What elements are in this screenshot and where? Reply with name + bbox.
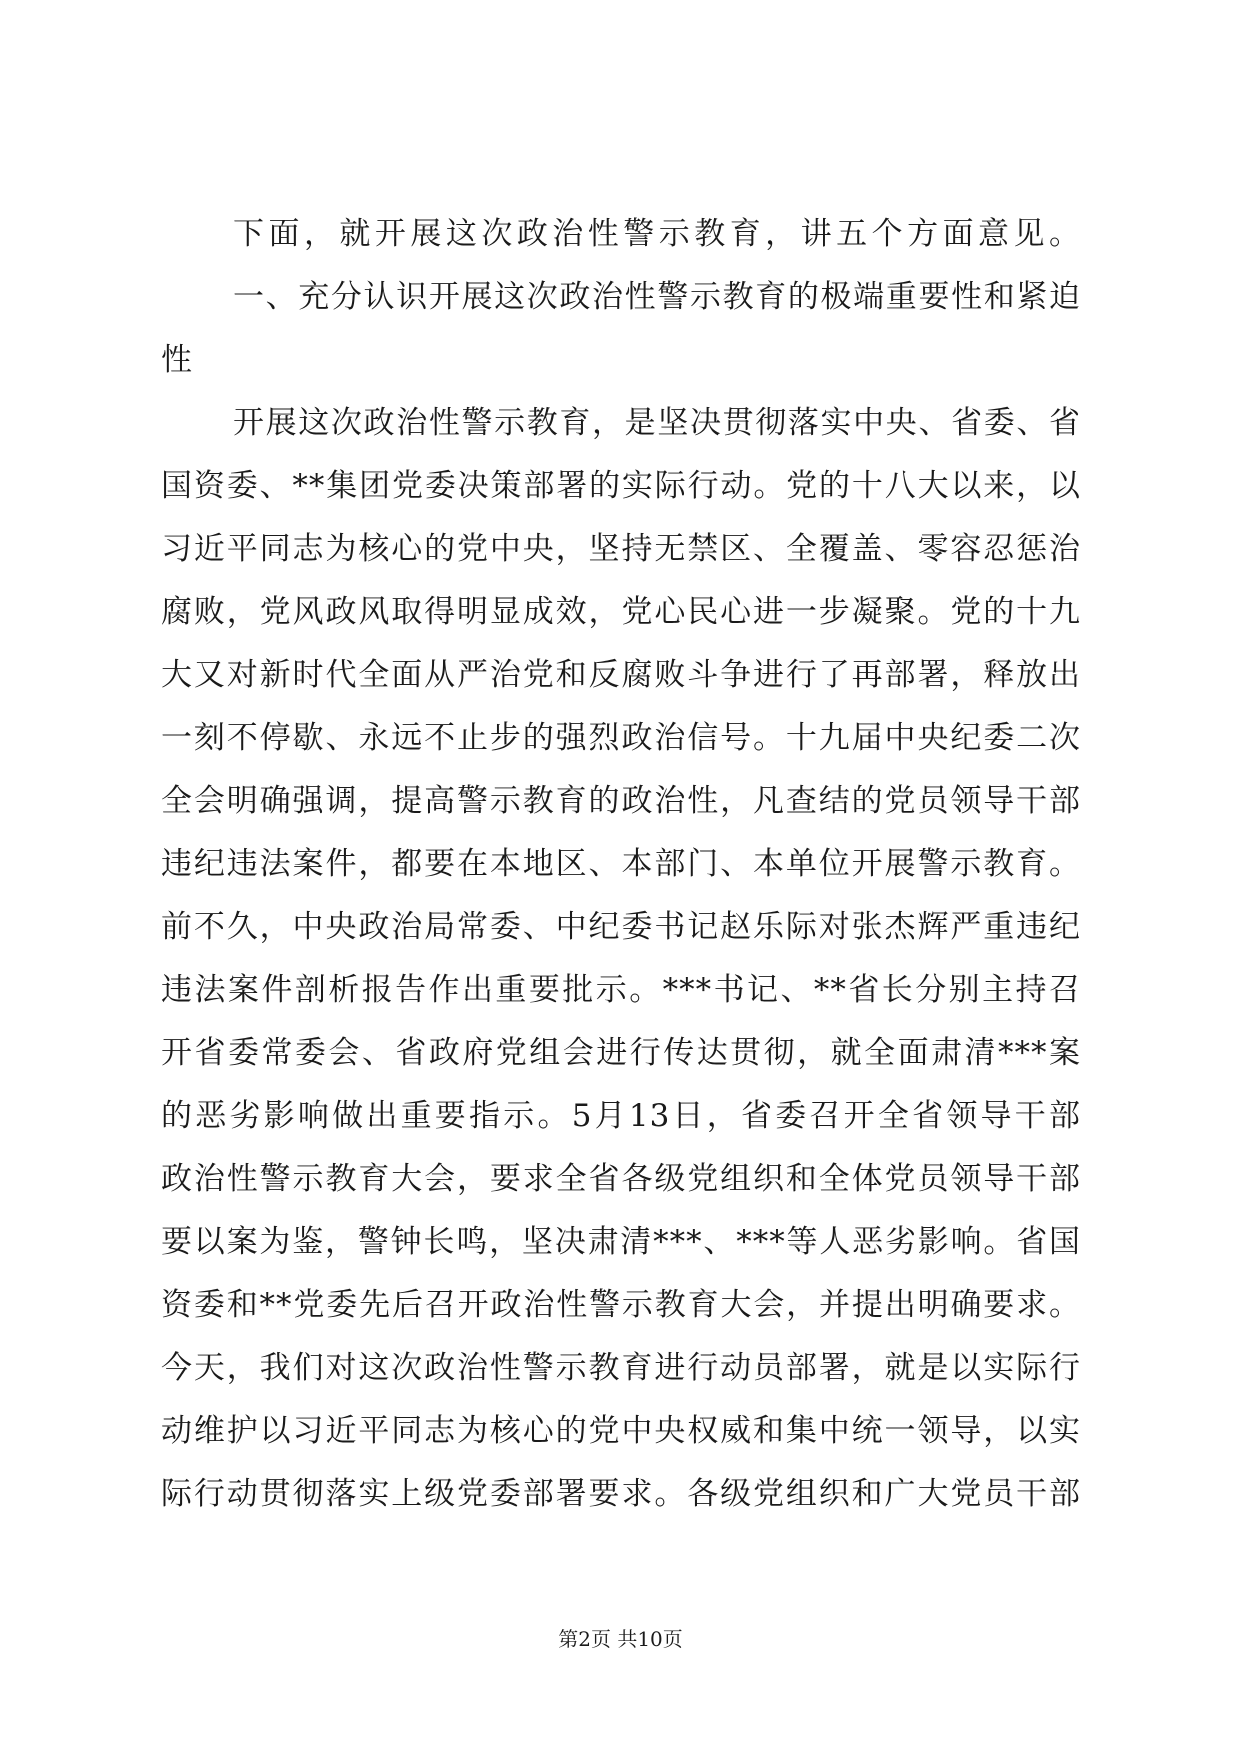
paragraph-line: 开展这次政治性警示教育，是坚决贯彻落实中央、省委、省 bbox=[233, 405, 1081, 441]
paragraph-line: 前不久，中央政治局常委、中纪委书记赵乐际对张杰辉严重违纪 bbox=[161, 909, 1081, 945]
paragraph-line: 际行动贯彻落实上级党委部署要求。各级党组织和广大党员干部 bbox=[161, 1476, 1081, 1512]
paragraph-line: 开省委常委会、省政府党组会进行传达贯彻，就全面肃清***案 bbox=[161, 1035, 1081, 1071]
paragraph-line: 资委和**党委先后召开政治性警示教育大会，并提出明确要求。 bbox=[161, 1287, 1081, 1323]
paragraph-line: 一刻不停歇、永远不止步的强烈政治信号。十九届中央纪委二次 bbox=[161, 720, 1081, 756]
paragraph-line: 今天，我们对这次政治性警示教育进行动员部署，就是以实际行 bbox=[161, 1350, 1081, 1386]
paragraph-line: 下面，就开展这次政治性警示教育，讲五个方面意见。 bbox=[233, 216, 1081, 252]
paragraph-line: 国资委、**集团党委决策部署的实际行动。党的十八大以来，以 bbox=[161, 468, 1081, 504]
paragraph-line: 违法案件剖析报告作出重要批示。***书记、**省长分别主持召 bbox=[161, 972, 1081, 1008]
section-heading-line: 性 bbox=[161, 342, 193, 378]
page-number-footer: 第2页 共10页 bbox=[558, 1627, 683, 1651]
paragraph-line: 政治性警示教育大会，要求全省各级党组织和全体党员领导干部 bbox=[161, 1161, 1081, 1197]
paragraph-line: 大又对新时代全面从严治党和反腐败斗争进行了再部署，释放出 bbox=[161, 657, 1081, 693]
section-heading-line: 一、充分认识开展这次政治性警示教育的极端重要性和紧迫 bbox=[233, 279, 1081, 315]
paragraph-line: 违纪违法案件，都要在本地区、本部门、本单位开展警示教育。 bbox=[161, 846, 1081, 882]
paragraph-line: 全会明确强调，提高警示教育的政治性，凡查结的党员领导干部 bbox=[161, 783, 1081, 819]
paragraph-line: 腐败，党风政风取得明显成效，党心民心进一步凝聚。党的十九 bbox=[161, 594, 1081, 630]
paragraph-line: 动维护以习近平同志为核心的党中央权威和集中统一领导，以实 bbox=[161, 1413, 1081, 1449]
paragraph-line: 要以案为鉴，警钟长鸣，坚决肃清***、***等人恶劣影响。省国 bbox=[161, 1224, 1081, 1260]
paragraph-line: 习近平同志为核心的党中央，坚持无禁区、全覆盖、零容忍惩治 bbox=[161, 531, 1081, 567]
paragraph-line: 的恶劣影响做出重要指示。5月13日，省委召开全省领导干部 bbox=[161, 1098, 1081, 1134]
